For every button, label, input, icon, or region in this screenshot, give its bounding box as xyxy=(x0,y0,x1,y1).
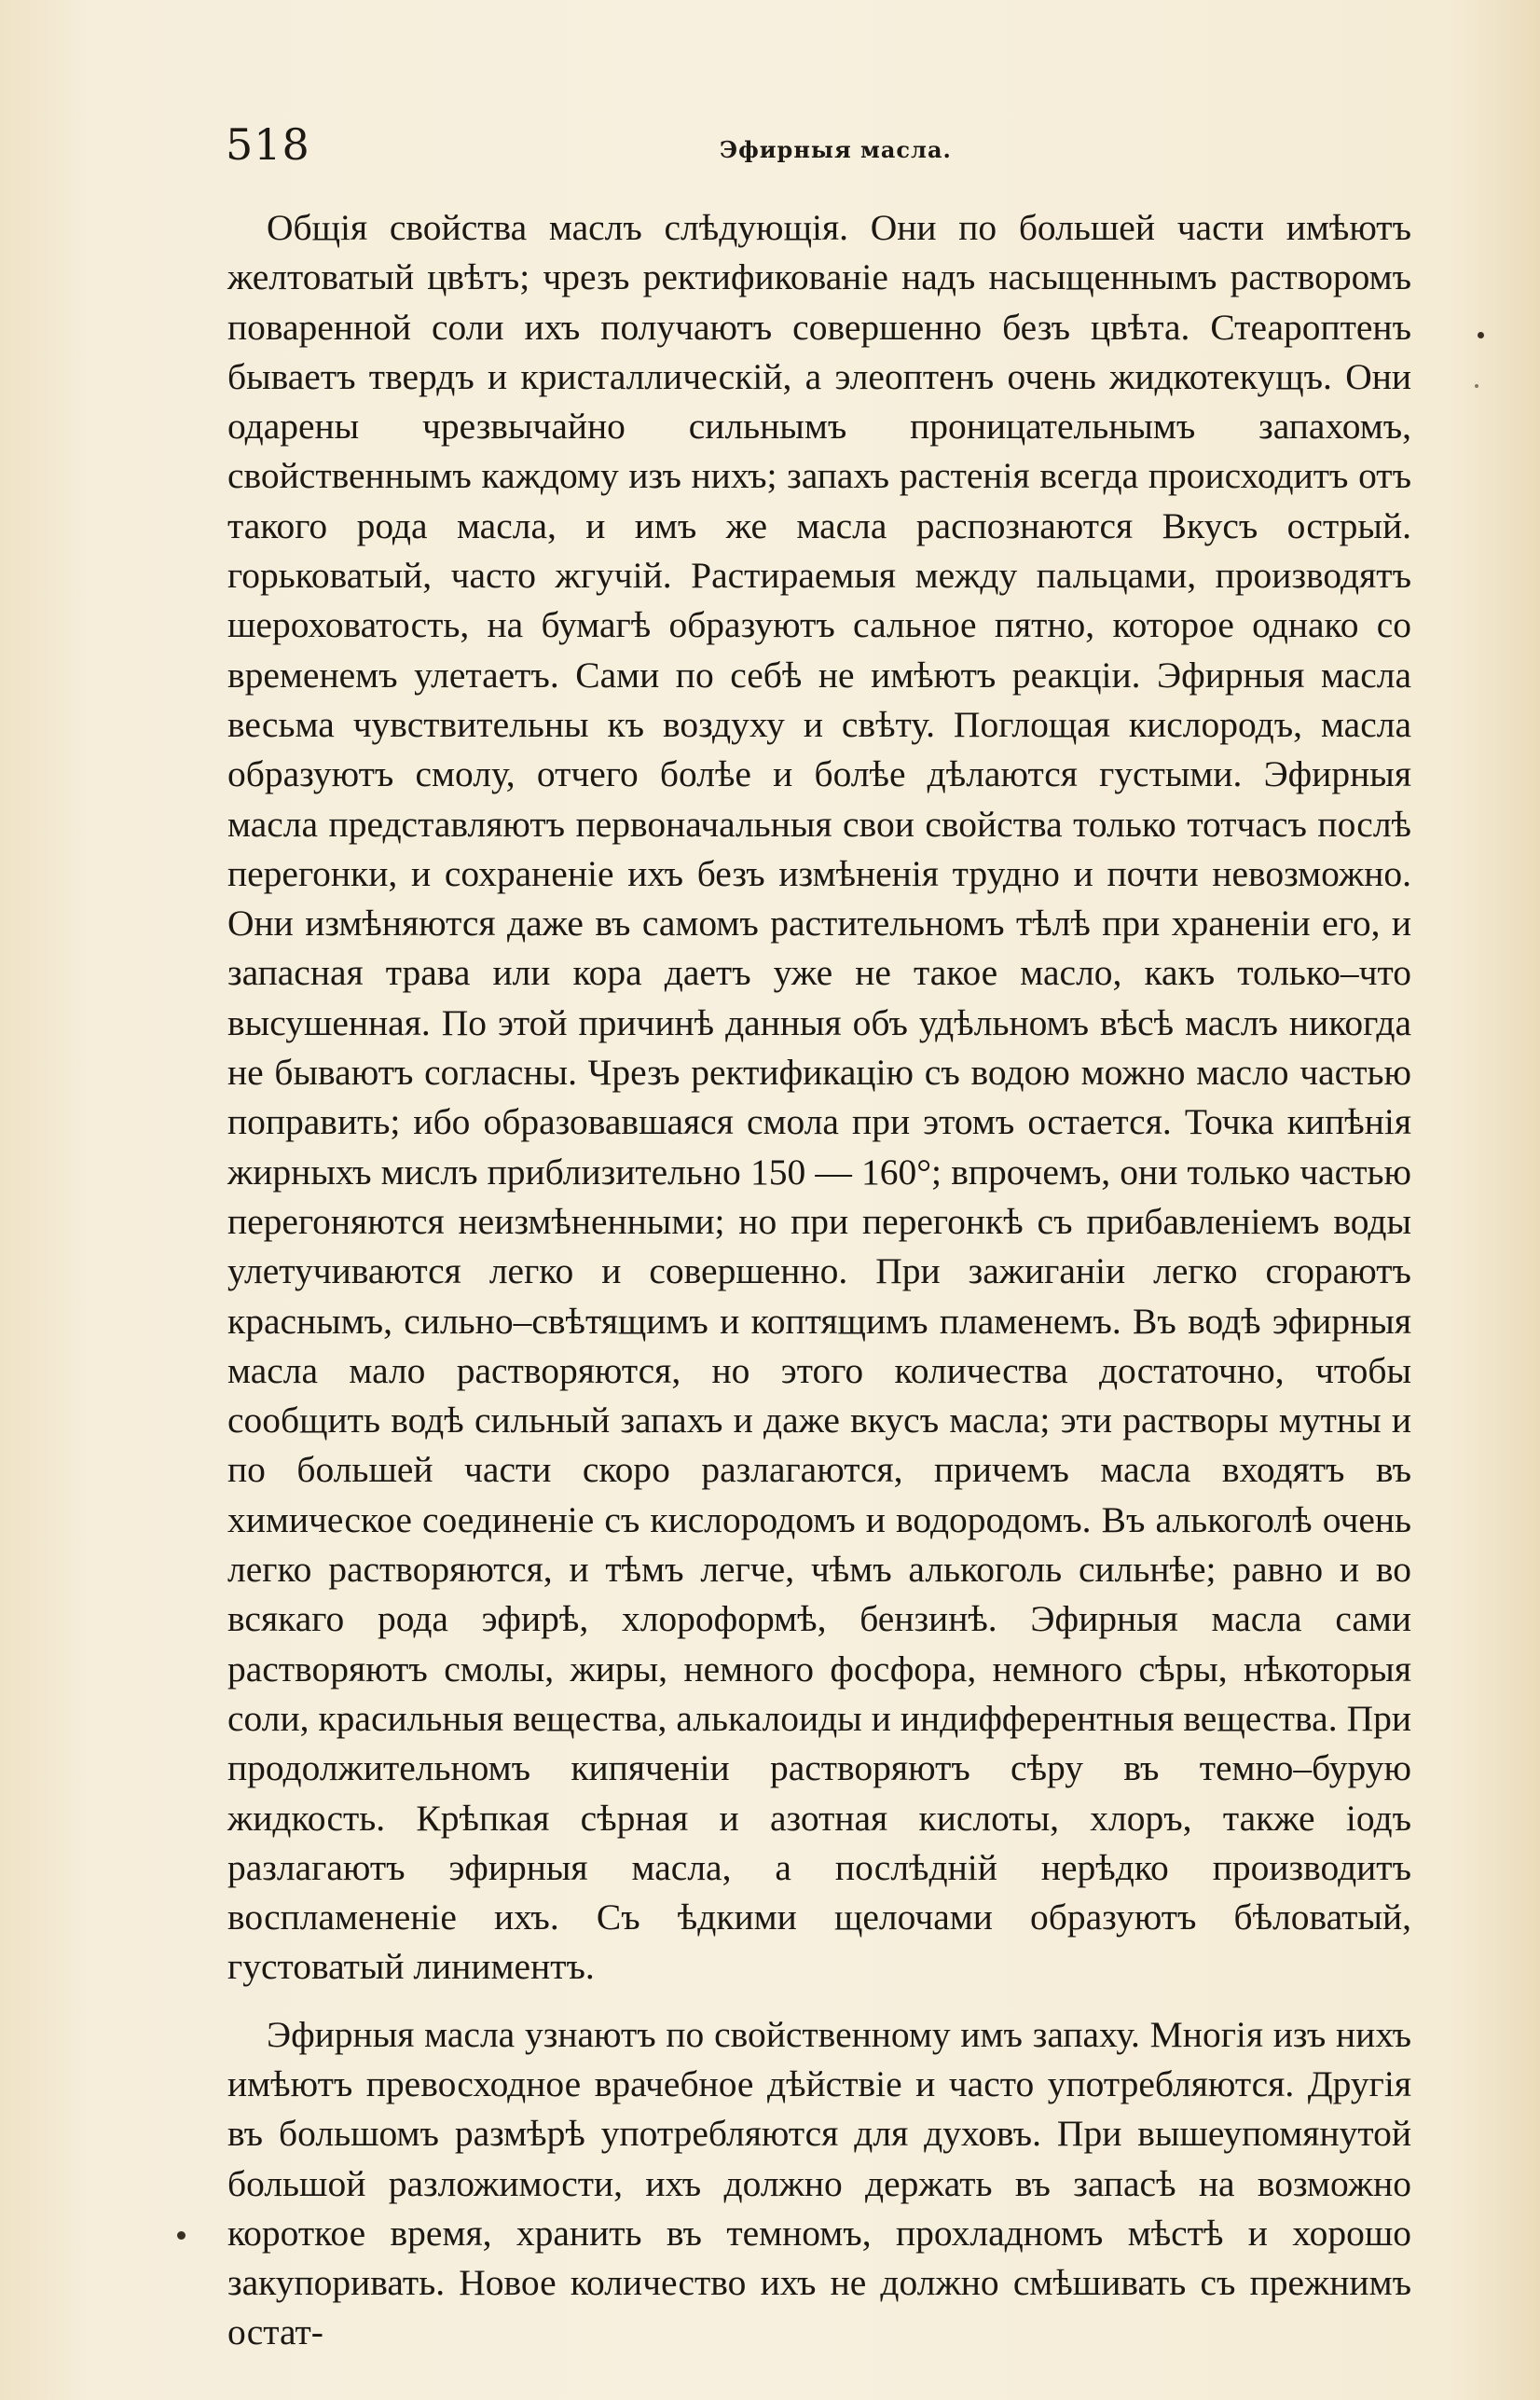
running-head: Эфирныя масла. xyxy=(720,136,952,163)
ink-speck xyxy=(177,2231,186,2240)
body-text xyxy=(227,203,1411,2358)
page-header xyxy=(226,119,1409,175)
ink-speck xyxy=(1475,384,1478,388)
paragraph-1: Общія свойства маслъ слѣдующія. Они по большей части имѣютъ желтоватый цвѣтъ; чрезъ ректификованіе надъ насыщеннымъ растворомъ поваренной соли ихъ получаютъ совершенно безъ цвѣта. Стеароптенъ бываетъ твердъ и кристаллическій, а элеоптенъ очень жидкотекущъ. Они одарены чрезвычайно сильнымъ проницательнымъ запахомъ, свойственнымъ каждому изъ нихъ; запахъ растенія всегда происходитъ отъ такого рода масла, и имъ же масла распознаются Вкусъ острый. горьковатый, часто жгучій. Растираемыя между пальцами, производятъ шероховатость, на бумагѣ образуютъ сальное пятно, которое однако со временемъ улетаетъ. Сами по себѣ не имѣютъ реакціи. Эфирныя масла весьма чувствительны къ воздуху и свѣту. Поглощая кислородъ, масла образуютъ смолу, отчего болѣе и болѣе дѣлаются густыми. Эфирныя масла представляютъ первоначальныя свои свойства только тотчасъ послѣ перегонки, и сохраненіе ихъ безъ измѣненія трудно и почти невозможно. Они измѣняются даже въ самомъ растительномъ тѣлѣ при храненіи его, и запасная трава или кора даетъ уже не такое масло, какъ только–что высушенная. По этой причинѣ данныя объ удѣльномъ вѣсѣ маслъ никогда не бываютъ согласны. Чрезъ ректификацію съ водою можно масло частью поправить; ибо образовавшаяся смола при этомъ остается. Точка кипѣнія жирныхъ мислъ приблизительно 150 — 160°; впрочемъ, они только частью перегоняются неизмѣненными; но при перегонкѣ съ прибавленіемъ воды улетучиваются легко и совершенно. При зажиганіи легко сгораютъ краснымъ, сильно–свѣтящимъ и коптящимъ пламенемъ. Въ водѣ эфирныя масла мало растворяются, но этого количества достаточно, чтобы сообщить водѣ сильный запахъ и даже вкусъ масла; эти растворы мутны и по большей части скоро разлагаются, причемъ масла входятъ въ химическое соединеніе съ кислородомъ и водородомъ. Въ алькоголѣ очень легко растворяются, и тѣмъ легче, чѣмъ алькоголь сильнѣе; равно и во всякаго рода эфирѣ, хлороформѣ, бензинѣ. Эфирныя масла сами растворяютъ смолы, жиры, немного фосфора, немного сѣры, нѣкоторыя соли, красильныя вещества, алькалоиды и индифферентныя вещества. При продолжительномъ кипяченіи растворяютъ сѣру въ темно–бурую жидкость. Крѣпкая сѣрная и азотная кислоты, хлоръ, также іодъ разлагаютъ эфирныя масла, а послѣдній нерѣдко производитъ воспламененіе ихъ. Съ ѣдкими щелочами образуютъ бѣловатый, густоватый линиментъ. xyxy=(227,207,1411,1988)
paragraph-2: Эфирныя масла узнаютъ по свойственному имъ запаху. Многія изъ нихъ имѣютъ превосходное врачебное дѣйствіе и часто употребляются. Другія въ большомъ размѣрѣ употребляются для духовъ. При вышеупомянутой большой разложимости, ихъ должно держать въ запасѣ на возможно короткое время, хранить въ темномъ, прохладномъ мѣстѣ и хорошо закупоривать. Новое количество ихъ не должно смѣшивать съ прежнимъ остат- xyxy=(227,2013,1411,2353)
page-number: 518 xyxy=(226,119,310,170)
ink-speck xyxy=(1478,332,1484,338)
